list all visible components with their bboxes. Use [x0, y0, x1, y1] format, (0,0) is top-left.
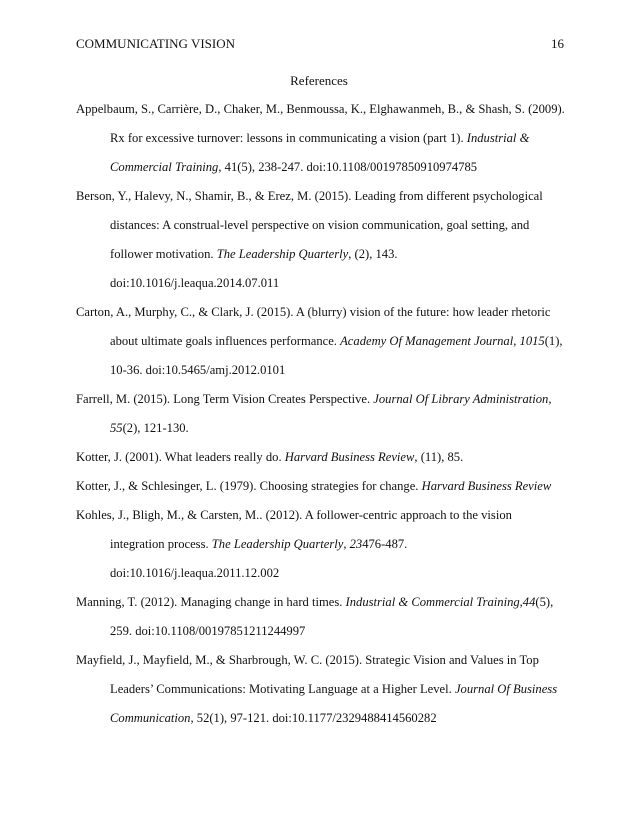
reference-entry — [76, 298, 568, 385]
reference-text: (2), 121-130. — [122, 421, 189, 435]
reference-line — [110, 153, 568, 182]
reference-text: Kotter, J., & Schlesinger, L. (1979). Choosing strategies for change. — [76, 479, 422, 493]
reference-text: , 41(5), 238-247. doi:10.1108/00197850910974785 — [218, 160, 478, 174]
volume-number: 23 — [349, 537, 363, 551]
reference-text: Rx for excessive turnover: lessons in communicating a vision (part 1). — [110, 131, 467, 145]
reference-line: 259. doi:10.1108/00197851211244997 — [110, 624, 306, 638]
reference-line: doi:10.1016/j.leaqua.2011.12.002 — [110, 566, 280, 580]
journal-title: Industrial & Commercial Training,44 — [345, 595, 536, 609]
journal-title: Commercial Training — [110, 160, 219, 174]
reference-line: Appelbaum, S., Carrière, D., Chaker, M., Benmoussa, K., Elghawanmeh, B., & Shash, S. (2009). — [76, 102, 565, 116]
reference-text: integration process. — [110, 537, 212, 551]
page-number: 16 — [551, 36, 564, 51]
volume-number: 55 — [110, 421, 123, 435]
reference-line: 10-36. doi:10.5465/amj.2012.0101 — [110, 363, 286, 377]
reference-text: , — [513, 334, 520, 348]
reference-entry — [76, 385, 568, 443]
reference-text: follower motivation. — [110, 247, 217, 261]
reference-text: Manning, T. (2012). Managing change in hard times. — [76, 595, 346, 609]
reference-text: Kotter, J. (2001). What leaders really do. — [76, 450, 285, 464]
journal-title: Communication — [110, 711, 191, 725]
reference-text: , (2), 143. — [348, 247, 398, 261]
reference-line — [76, 443, 568, 472]
reference-line — [76, 588, 568, 617]
reference-list — [76, 95, 568, 733]
journal-title: Harvard Business Review — [421, 479, 552, 493]
reference-line — [110, 675, 568, 704]
reference-line — [110, 704, 568, 733]
reference-line — [110, 530, 568, 559]
reference-line — [76, 472, 568, 501]
journal-title: Journal Of Business — [454, 682, 558, 696]
reference-line: distances: A construal-level perspective on vision communication, goal setting, and — [110, 218, 530, 232]
reference-entry — [76, 443, 568, 472]
reference-text: 476-487. — [362, 537, 408, 551]
reference-text: , — [343, 537, 350, 551]
reference-text: Farrell, M. (2015). Long Term Vision Creates Perspective. — [76, 392, 374, 406]
reference-line: Kohles, J., Bligh, M., & Carsten, M.. (2012). A follower-centric approach to the vision — [76, 508, 512, 522]
reference-text: (5), — [535, 595, 554, 609]
reference-line: Berson, Y., Halevy, N., Shamir, B., & Erez, M. (2015). Leading from different psychological — [76, 189, 543, 203]
reference-text: , 52(1), 97-121. doi:10.1177/2329488414560282 — [190, 711, 437, 725]
reference-entry — [76, 501, 568, 588]
volume-number: 1015 — [519, 334, 545, 348]
reference-text: about ultimate goals influences performance. — [110, 334, 341, 348]
reference-line — [110, 124, 568, 153]
reference-line — [110, 240, 568, 269]
journal-title: Journal Of Library Administration — [373, 392, 549, 406]
reference-text: Leaders’ Communications: Motivating Language at a Higher Level. — [110, 682, 455, 696]
running-title: COMMUNICATING VISION — [76, 36, 236, 51]
journal-title: Academy Of Management Journal — [340, 334, 514, 348]
reference-line — [76, 385, 568, 414]
reference-entry — [76, 588, 568, 646]
references-heading: References — [290, 73, 348, 88]
journal-title: The Leadership Quarterly — [216, 247, 349, 261]
reference-entry — [76, 95, 568, 182]
reference-entry — [76, 182, 568, 298]
reference-text: (1), — [544, 334, 563, 348]
reference-entry — [76, 472, 568, 501]
reference-line: doi:10.1016/j.leaqua.2014.07.011 — [110, 276, 280, 290]
reference-line — [110, 327, 568, 356]
journal-title: Industrial & — [466, 131, 530, 145]
reference-text: , — [548, 392, 552, 406]
reference-line: Carton, A., Murphy, C., & Clark, J. (2015). A (blurry) vision of the future: how leader rhetoric — [76, 305, 551, 319]
reference-text: , (11), 85. — [414, 450, 464, 464]
running-head — [76, 36, 564, 52]
reference-entry — [76, 646, 568, 733]
reference-line — [110, 414, 568, 443]
journal-title: Harvard Business Review — [284, 450, 415, 464]
journal-title: The Leadership Quarterly — [211, 537, 344, 551]
reference-line: Mayfield, J., Mayfield, M., & Sharbrough, W. C. (2015). Strategic Vision and Values in Top — [76, 653, 539, 667]
